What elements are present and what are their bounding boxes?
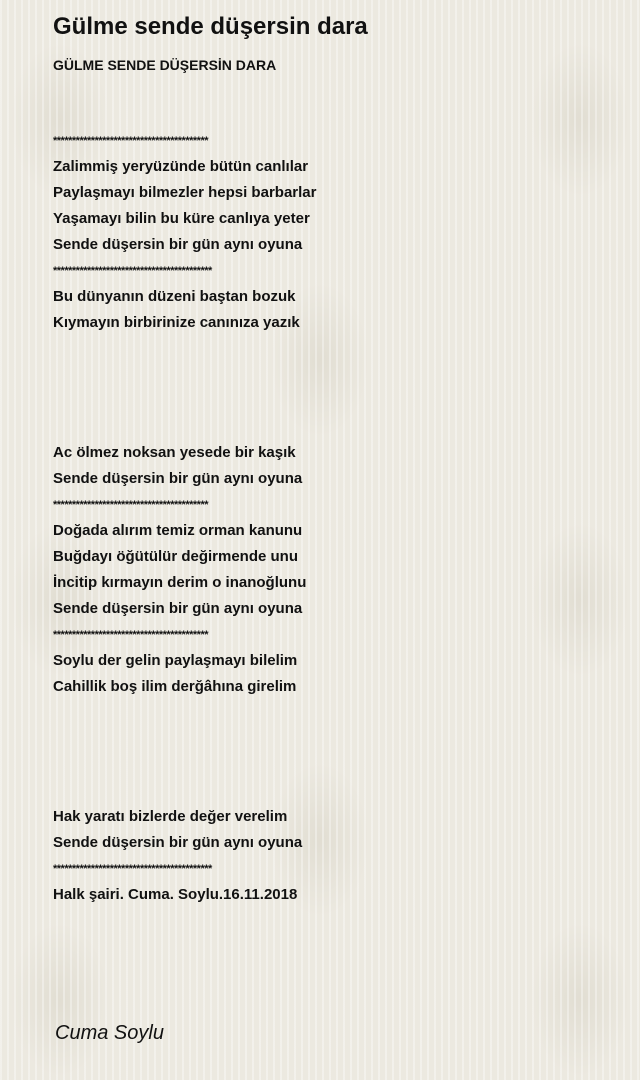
poem-line: Hak yaratı bizlerde değer verelim bbox=[53, 808, 288, 825]
author-signature: Cuma Soylu bbox=[55, 1022, 164, 1044]
poem-line: Sende düşersin bir gün aynı oyuna bbox=[53, 236, 303, 253]
poem-line: İncitip kırmayın derim o inanoğlunu bbox=[53, 574, 307, 591]
separator-line: ***************************************** bbox=[53, 135, 209, 147]
separator-line: ***************************************** bbox=[53, 499, 209, 511]
separator-line: ****************************************** bbox=[53, 863, 212, 875]
poem-line: Yaşamayı bilin bu küre canlıya yeter bbox=[53, 210, 310, 227]
poem-line: Halk şairi. Cuma. Soylu.16.11.2018 bbox=[53, 886, 298, 903]
blank-line bbox=[53, 388, 613, 414]
separator-line: ***************************************** bbox=[53, 629, 209, 641]
poem-line: Buğdayı öğütülür değirmende unu bbox=[53, 548, 298, 565]
poem-line: Zalimmiş yeryüzünde bütün canlılar bbox=[53, 158, 309, 175]
poem-line: Soylu der gelin paylaşmayı bilelim bbox=[53, 652, 298, 669]
blank-line bbox=[53, 414, 613, 440]
blank-line bbox=[53, 362, 613, 388]
blank-line bbox=[53, 336, 613, 362]
poem-line: Sende düşersin bir gün aynı oyuna bbox=[53, 470, 303, 487]
poem-line: Kıymayın birbirinize canınıza yazık bbox=[53, 314, 300, 331]
poem-line: Sende düşersin bir gün aynı oyuna bbox=[53, 600, 303, 617]
poem-title: Gülme sende düşersin dara bbox=[53, 13, 368, 40]
blank-line bbox=[53, 752, 613, 778]
poem-subtitle: GÜLME SENDE DÜŞERSİN DARA bbox=[53, 57, 277, 73]
blank-line bbox=[53, 102, 613, 128]
blank-line bbox=[53, 726, 613, 752]
poem-line: Sende düşersin bir gün aynı oyuna bbox=[53, 834, 303, 851]
poem-body bbox=[53, 102, 613, 908]
poem-line: Doğada alırım temiz orman kanunu bbox=[53, 522, 303, 539]
blank-line bbox=[53, 778, 613, 804]
poem-line: Ac ölmez noksan yesede bir kaşık bbox=[53, 444, 296, 461]
blank-line bbox=[53, 700, 613, 726]
poem-line: Cahillik boş ilim derğâhına girelim bbox=[53, 678, 297, 695]
separator-line: ****************************************** bbox=[53, 265, 212, 277]
poem-line: Bu dünyanın düzeni baştan bozuk bbox=[53, 288, 296, 305]
poem-line: Paylaşmayı bilmezler hepsi barbarlar bbox=[53, 184, 317, 201]
